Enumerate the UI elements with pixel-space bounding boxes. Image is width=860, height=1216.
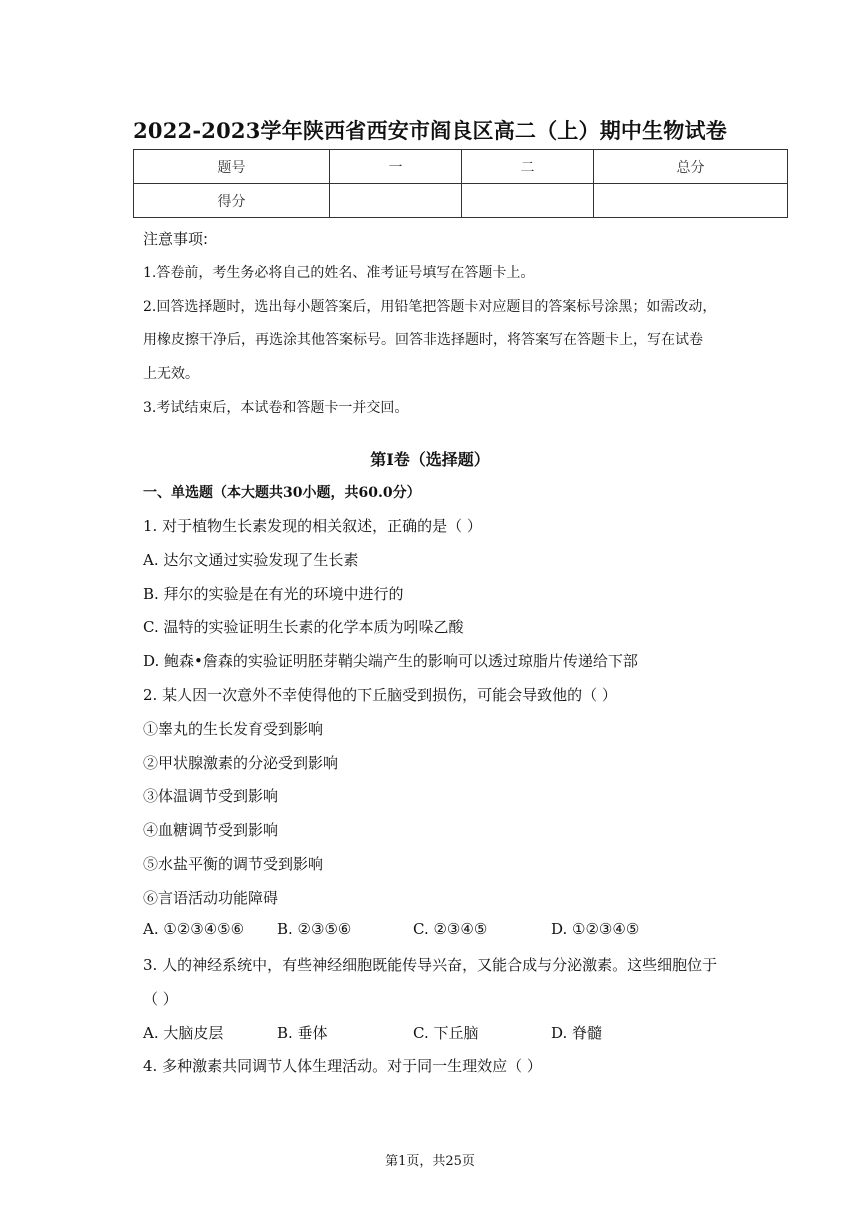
question-2-item: ④血糖调节受到影响 [143, 821, 279, 839]
question-3-option-b: B. 垂体 [277, 1024, 328, 1042]
section-title: 第I卷（选择题） [370, 450, 490, 469]
question-2-item: ⑥言语活动功能障碍 [143, 889, 279, 907]
score-row-label: 得分 [134, 184, 330, 218]
question-1-option-d: D. 鲍森•詹森的实验证明胚芽鞘尖端产生的影响可以透过琼脂片传递给下部 [143, 652, 638, 670]
question-2-option-c: C. ②③④⑤ [413, 920, 488, 938]
question-1-option-a: A. 达尔文通过实验发现了生长素 [143, 551, 359, 569]
notice-line: 2.回答选择题时，选出每小题答案后，用铅笔把答题卡对应题目的答案标号涂黑；如需改动， [143, 299, 717, 315]
notice-line: 上无效。 [143, 366, 199, 382]
question-2-item: ③体温调节受到影响 [143, 787, 279, 805]
question-2-stem: 2. 某人因一次意外不幸使得他的下丘脑受到损伤，可能会导致他的（ ） [143, 686, 617, 704]
question-2-item: ①睾丸的生长发育受到影响 [143, 720, 324, 738]
notice-line: 1.答卷前，考生务必将自己的姓名、准考证号填写在答题卡上。 [143, 265, 535, 281]
page-footer: 第1页，共25页 [385, 1154, 475, 1169]
question-2-item: ②甲状腺激素的分泌受到影响 [143, 754, 339, 772]
question-2-option-a: A. ①②③④⑤⑥ [143, 920, 245, 938]
score-cell-header: 二 [462, 150, 594, 184]
question-2-option-b: B. ②③⑤⑥ [277, 920, 352, 938]
exam-title: 2022-2023学年陕西省西安市阎良区高二（上）期中生物试卷 [133, 118, 727, 143]
score-cell-empty [594, 184, 788, 218]
question-3-option-a: A. 大脑皮层 [143, 1024, 224, 1042]
score-table-score-row [134, 184, 788, 218]
notice-line: 3.考试结束后，本试卷和答题卡一并交回。 [143, 400, 409, 416]
score-cell-header: 一 [330, 150, 462, 184]
score-cell-empty [330, 184, 462, 218]
score-cell-header: 题号 [134, 150, 330, 184]
question-4-stem: 4. 多种激素共同调节人体生理活动。对于同一生理效应（ ） [143, 1057, 542, 1075]
question-2-item: ⑤水盐平衡的调节受到影响 [143, 855, 324, 873]
score-cell-empty [462, 184, 594, 218]
score-table-header-row [134, 150, 788, 184]
subsection-title: 一、单选题（本大题共30小题，共60.0分） [143, 485, 421, 501]
question-1-option-b: B. 拜尔的实验是在有光的环境中进行的 [143, 585, 404, 603]
question-1-stem: 1. 对于植物生长素发现的相关叙述，正确的是（ ） [143, 517, 482, 535]
notice-heading: 注意事项: [143, 230, 209, 248]
question-3-stem: 3. 人的神经系统中，有些神经细胞既能传导兴奋，又能合成与分泌激素。这些细胞位于 [143, 956, 718, 974]
question-2-option-d: D. ①②③④⑤ [551, 920, 640, 938]
question-3-stem-continued: （ ） [143, 990, 178, 1008]
question-3-option-d: D. 脊髓 [551, 1024, 603, 1042]
score-cell-header: 总分 [594, 150, 788, 184]
question-3-option-c: C. 下丘脑 [413, 1024, 479, 1042]
question-1-option-c: C. 温特的实验证明生长素的化学本质为吲哚乙酸 [143, 618, 464, 636]
notice-line: 用橡皮擦干净后，再选涂其他答案标号。回答非选择题时，将答案写在答题卡上，写在试卷 [143, 332, 703, 348]
score-table [133, 149, 788, 218]
